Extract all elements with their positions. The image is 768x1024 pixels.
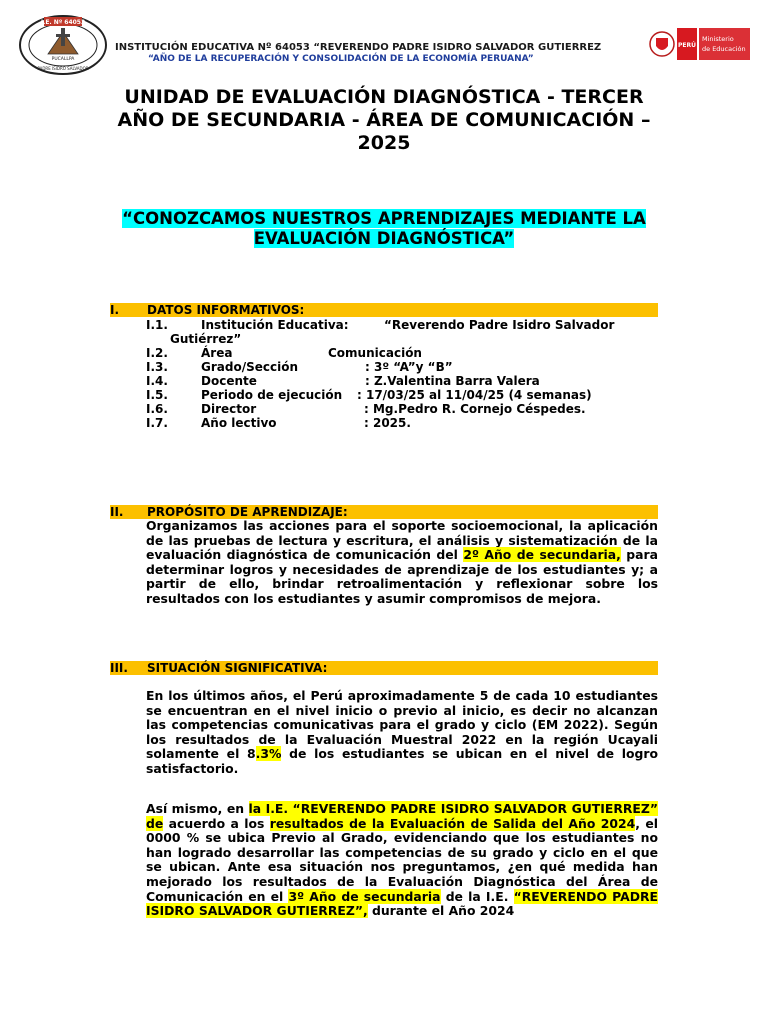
section-3-number: III. bbox=[110, 661, 128, 675]
school-seal-logo bbox=[18, 14, 108, 76]
seal-place-text: PUCALLPA bbox=[51, 57, 75, 62]
text-run: , el 0000 % se ubica Previo al Grado, evidenciando que los estudiantes no han logrado desarrollar las competencias de su grado y ciclo en el que se ubican. Ante esa situación nos preguntamos, ¿en qué medida han mejorado los resultados de la Evaluación Diagnóstica del Área de Comunicación en el bbox=[146, 815, 658, 904]
highlighted-text: 2º Año de secundaria, bbox=[463, 547, 621, 563]
data-row-continued bbox=[170, 332, 241, 346]
section-1-heading bbox=[110, 303, 658, 317]
section-2-heading bbox=[110, 505, 658, 519]
ministry-line2: de Educación bbox=[702, 45, 746, 53]
row-label: Año lectivo bbox=[201, 416, 277, 430]
row-number: I.2. bbox=[146, 346, 168, 360]
ministry-logo bbox=[648, 22, 750, 66]
situation-paragraph-2 bbox=[146, 802, 658, 919]
text-run: Organizamos las acciones para el soporte socioemocional, la aplicación de las pruebas de lectura y escritura, el análisis y sistematización de la evaluación diagnóstica de comunicación del bbox=[146, 518, 658, 563]
ministry-line1: Ministerio bbox=[702, 35, 734, 43]
text-run: de los estudiantes se ubican en el nivel de logro satisfactorio. bbox=[146, 746, 658, 776]
text-run: En los últimos años, el Perú aproximadamente 5 de cada 10 estudiantes se encuentran en el nivel inicio o previo al inicio, es decir no alcanzan las competencias comunicativas para el grado y ciclo (EM 2022). Según los resultados de la Evaluación Muestral 2022 en la región Ucayali solamente el 8 bbox=[146, 688, 658, 762]
row-value: Comunicación bbox=[328, 346, 422, 360]
section-2-number: II. bbox=[110, 505, 124, 519]
row-number: I.1. bbox=[146, 318, 168, 332]
row-label: Grado/Sección bbox=[201, 360, 298, 374]
section-3-heading bbox=[110, 661, 658, 675]
subtitle-text: “CONOZCAMOS NUESTROS APRENDIZAJES MEDIANTE LA EVALUACIÓN DIAGNÓSTICA” bbox=[122, 209, 646, 248]
row-value: “Reverendo Padre Isidro Salvador bbox=[384, 318, 615, 332]
highlighted-text: .3% bbox=[255, 746, 282, 762]
row-number: I.5. bbox=[146, 388, 168, 402]
highlighted-text: resultados de la Evaluación de Salida del Año 2024 bbox=[269, 815, 636, 831]
text-run: de la I.E. bbox=[440, 888, 514, 904]
situation-paragraph-1 bbox=[146, 689, 658, 777]
highlighted-text: la I.E. “REVERENDO PADRE ISIDRO SALVADOR GUTIERREZ” de bbox=[146, 801, 658, 831]
row-number: I.3. bbox=[146, 360, 168, 374]
row-value-continued: Gutiérrez” bbox=[170, 332, 242, 346]
seal-ring-text: PADRE ISIDRO SALVADOR bbox=[37, 66, 89, 71]
row-number: I.7. bbox=[146, 416, 168, 430]
row-value: : 2025. bbox=[364, 416, 411, 430]
row-value: : Mg.Pedro R. Cornejo Céspedes. bbox=[364, 402, 586, 416]
seal-top-text: I.E. Nº 64053 bbox=[40, 19, 86, 26]
year-motto: “AÑO DE LA RECUPERACIÓN Y CONSOLIDACIÓN DE LA ECONOMÍA PERUANA” bbox=[148, 54, 534, 64]
row-number: I.6. bbox=[146, 402, 168, 416]
text-run: para determinar logros y necesidades de aprendizaje de los estudiantes y; a partir de ello, brindar retroalimentación y reflexionar sobre los resultados con los estudiantes y asumir compromisos de mejora. bbox=[146, 547, 659, 606]
row-label: Director bbox=[201, 402, 257, 416]
document-title: UNIDAD DE EVALUACIÓN DIAGNÓSTICA - TERCER AÑO DE SECUNDARIA - ÁREA DE COMUNICACIÓN – 2025 bbox=[117, 86, 651, 154]
section-2-title: PROPÓSITO DE APRENDIZAJE: bbox=[147, 505, 348, 519]
row-value: : Z.Valentina Barra Valera bbox=[365, 374, 540, 388]
text-run: acuerdo a los bbox=[163, 815, 270, 831]
ministry-country: PERÚ bbox=[678, 42, 696, 49]
highlighted-text: 3º Año de secundaria bbox=[288, 888, 441, 904]
text-run: Así mismo, en bbox=[146, 801, 249, 816]
text-run: durante el Año 2024 bbox=[367, 903, 515, 919]
section-1-title: DATOS INFORMATIVOS: bbox=[147, 303, 305, 317]
purpose-paragraph bbox=[146, 519, 658, 607]
row-label: Área bbox=[201, 346, 233, 360]
document-subtitle bbox=[100, 209, 668, 249]
section-3-title: SITUACIÓN SIGNIFICATIVA: bbox=[147, 661, 328, 675]
row-label: Periodo de ejecución bbox=[201, 388, 343, 402]
row-number: I.4. bbox=[146, 374, 168, 388]
row-value: : 17/03/25 al 11/04/25 (4 semanas) bbox=[357, 388, 592, 402]
row-value: : 3º “A”y “B” bbox=[365, 360, 453, 374]
section-1-number: I. bbox=[110, 303, 120, 317]
school-name-line: INSTITUCIÓN EDUCATIVA Nº 64053 “REVERENDO PADRE ISIDRO SALVADOR GUTIERREZ bbox=[115, 42, 602, 53]
row-label: Institución Educativa: bbox=[201, 318, 349, 332]
row-label: Docente bbox=[201, 374, 257, 388]
highlighted-text: “REVERENDO PADRE ISIDRO SALVADOR GUTIERREZ”, bbox=[146, 888, 659, 919]
